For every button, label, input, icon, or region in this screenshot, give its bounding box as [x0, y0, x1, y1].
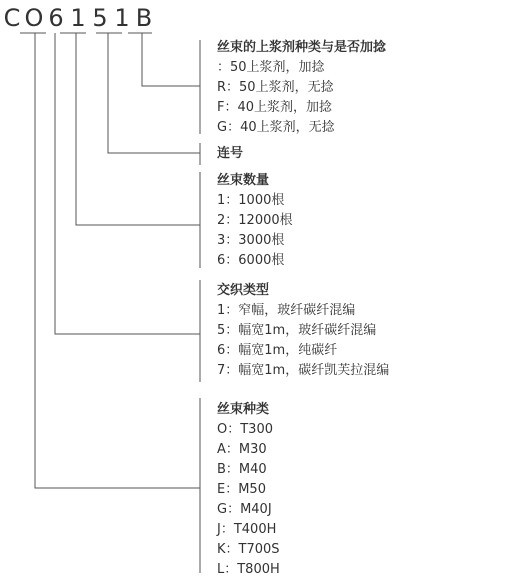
group-title: 丝束种类: [217, 402, 270, 417]
list-item: 1：窄幅，玻纤碳纤混编: [217, 303, 356, 318]
list-item: 6：6000根: [217, 253, 285, 268]
group-title: 丝束的上浆剂种类与是否加捻: [217, 40, 387, 55]
list-item: E：M50: [217, 482, 266, 497]
list-item: L：T800H: [217, 562, 280, 577]
list-item: 7：幅宽1m，碳纤凯芙拉混编: [217, 363, 390, 378]
group-sizing-twist: [217, 38, 386, 138]
list-item: 6：幅宽1m，纯碳纤: [217, 343, 338, 358]
list-item: 5：幅宽1m，玻纤碳纤混编: [217, 323, 377, 338]
list-item: A：M30: [217, 442, 267, 457]
code-char: 6: [48, 4, 64, 32]
group-serial: [217, 144, 243, 164]
group-tow-count: [217, 171, 293, 271]
group-tow-type: [217, 400, 280, 580]
code-char: 1: [70, 4, 86, 32]
list-item: G：40上浆剂，无捻: [217, 120, 335, 135]
list-item: 2：12000根: [217, 213, 293, 228]
code-char: B: [135, 4, 153, 32]
list-item: 1：1000根: [217, 193, 285, 208]
group-title: 交织类型: [217, 283, 270, 298]
group-weave-type: [217, 281, 389, 381]
list-item: B：M40: [217, 462, 267, 477]
list-item: K：T700S: [217, 542, 280, 557]
code-char: C: [3, 4, 21, 32]
list-item: G：M40J: [217, 502, 272, 517]
list-item: ：50上浆剂，加捻: [217, 60, 325, 75]
list-item: 3：3000根: [217, 233, 285, 248]
code-char: 1: [114, 4, 130, 32]
code-char: O: [24, 4, 44, 32]
group-title: 丝束数量: [217, 173, 270, 188]
list-item: J：T400H: [217, 522, 277, 537]
list-item: R：50上浆剂，无捻: [217, 80, 334, 95]
group-title: 连号: [217, 146, 244, 161]
list-item: O：T300: [217, 422, 273, 437]
code-char: 5: [92, 4, 108, 32]
list-item: F：40上浆剂，加捻: [217, 100, 333, 115]
